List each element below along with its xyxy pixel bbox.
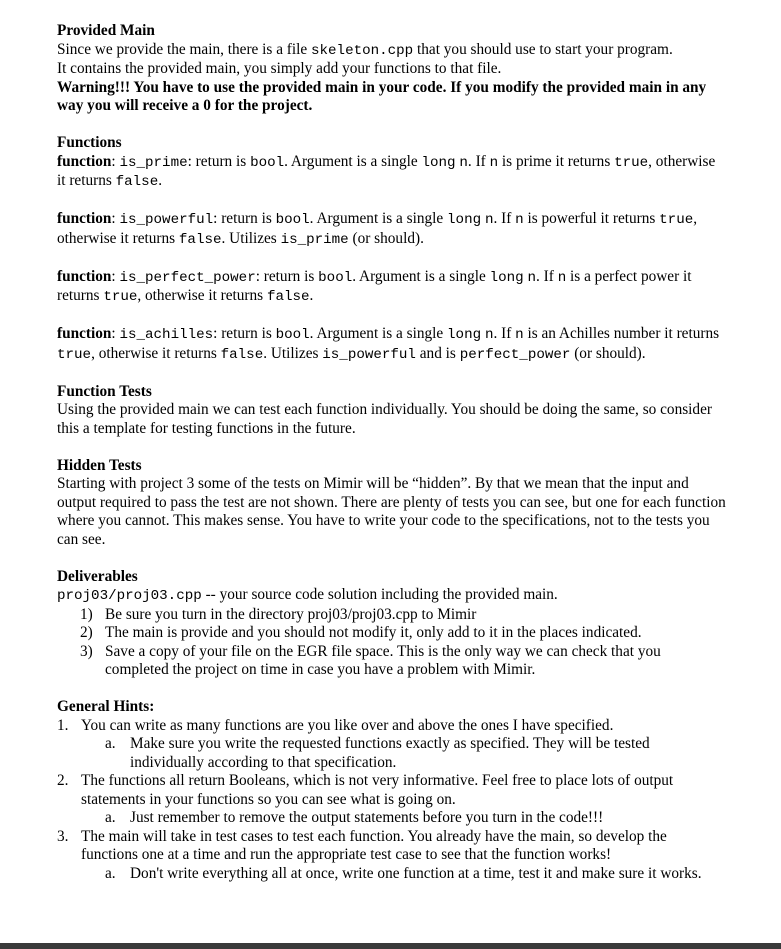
- function-tests-section: [57, 383, 727, 439]
- list-item: a. Just remember to remove the output statements before you turn in the code!!!: [105, 809, 604, 826]
- function-is-achilles: function: is_achilles: return is bool. Argument is a single long n. If n is an Achilles number it returns true, otherwise it returns false. Utilizes is_powerful and is perfect_power (or should).: [57, 325, 720, 363]
- deliverables-list: [57, 606, 727, 680]
- list-item: 2. The functions all return Booleans, which is not very informative. Feel free to place lots of output statements in your functions so you can see what is going on. a. Just remember to remove the output statements before you turn in the code!!!: [57, 772, 727, 828]
- general-hints-list: [57, 717, 727, 884]
- general-hints-section: [57, 698, 727, 883]
- list-item: 2) The main is provide and you should not modify it, only add to it in the places indicated.: [80, 624, 642, 641]
- deliverables-path-desc: -- your source code solution including the provided main.: [201, 586, 558, 603]
- function-tests-body: Using the provided main we can test each function individually. You should be doing the same, so consider this a template for testing functions in the future.: [57, 401, 712, 437]
- function-name: is_perfect_power: [119, 269, 256, 286]
- list-item: 3) Save a copy of your file on the EGR file space. This is the only way we can check that you completed the project on time in case you have a problem with Mimir.: [80, 642, 661, 678]
- function-is-powerful: function: is_powerful: return is bool. Argument is a single long n. If n is powerful it returns true, otherwise it returns false. Utilizes is_prime (or should).: [57, 210, 698, 248]
- document-page: [57, 22, 727, 883]
- function-label: function: [57, 267, 112, 285]
- function-name: is_achilles: [119, 327, 214, 343]
- sub-list: [81, 735, 727, 772]
- provided-main-heading: Provided Main: [57, 22, 155, 39]
- function-tests-heading: Function Tests: [57, 382, 152, 400]
- list-item: 3. The main will take in test cases to test each function. You already have the main, so develop the functions one at a time and run the appropriate test case to see that the function works! a. Don't write everything all at once, write one function at a time, test it and make sure it works.: [57, 828, 727, 884]
- skeleton-filename: skeleton.cpp: [311, 42, 414, 59]
- list-item: 1) Be sure you turn in the directory proj03/proj03.cpp to Mimir: [80, 605, 477, 623]
- function-label: function: [57, 152, 112, 170]
- sub-list: [81, 865, 727, 884]
- hidden-tests-heading: Hidden Tests: [57, 456, 142, 474]
- window-bottom-bar: [0, 943, 781, 949]
- provided-main-line1-b: that you should use to start your program.: [413, 40, 673, 58]
- general-hints-heading: General Hints:: [57, 698, 155, 715]
- provided-main-line1-a: Since we provide the main, there is a file: [57, 40, 312, 58]
- deliverables-path-line: [57, 586, 727, 606]
- function-label: function: [57, 210, 112, 227]
- functions-heading: Functions: [57, 134, 122, 151]
- function-label: function: [57, 325, 112, 342]
- provided-main-line1: [57, 41, 727, 61]
- function-is-prime: function: is_prime: return is bool. Argument is a single long n. If n is prime it returns true, otherwise it returns false.: [57, 152, 716, 190]
- list-item: 1. You can write as many functions are you like over and above the ones I have specified. a. Make sure you write the requested functions exactly as specified. They will be tested individually according to that specification.: [57, 717, 727, 773]
- list-item: a. Make sure you write the requested functions exactly as specified. They will be tested individually according to that specification.: [105, 735, 650, 771]
- function-is-perfect-power: function: is_perfect_power: return is bool. Argument is a single long n. If n is a perfect power it returns true, otherwise it returns false.: [57, 267, 692, 305]
- function-name: is_powerful: [119, 212, 214, 228]
- functions-section: [57, 134, 727, 364]
- function-name: is_prime: [119, 154, 188, 171]
- hidden-tests-section: [57, 457, 727, 550]
- list-item: a. Don't write everything all at once, write one function at a time, test it and make sure it works.: [105, 864, 702, 882]
- deliverables-heading: Deliverables: [57, 567, 138, 585]
- deliverables-section: [57, 568, 727, 680]
- provided-main-warning: Warning!!! You have to use the provided main in your code. If you modify the provided main in any way you will receive a 0 for the project.: [57, 78, 707, 114]
- hidden-tests-body: Starting with project 3 some of the tests on Mimir will be “hidden”. By that we mean that the input and output required to pass the test are not shown. There are plenty of tests you can see, but one for each function where you cannot. This makes sense. You have to write your code to the specifications, not to the tests you can see.: [57, 475, 726, 548]
- deliverables-path: proj03/proj03.cpp: [57, 588, 202, 604]
- provided-main-line2: It contains the provided main, you simply add your functions to that file.: [57, 60, 502, 77]
- provided-main-section: [57, 22, 727, 116]
- sub-list: [81, 809, 727, 828]
